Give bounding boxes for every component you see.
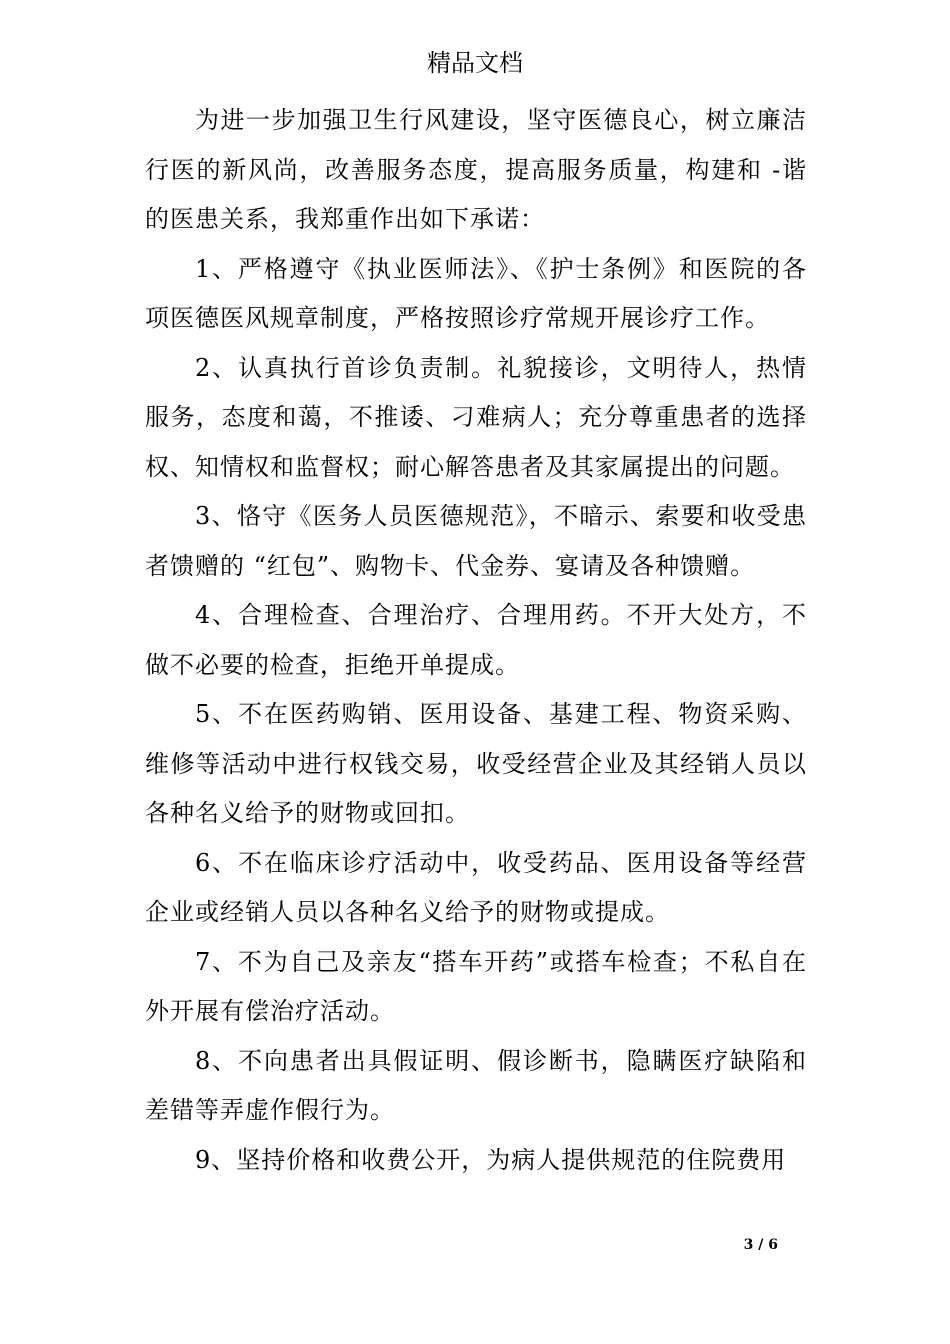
page-header-title: 精品文档 <box>427 49 523 77</box>
paragraph-item-3: 3、恪守《医务人员医德规范》，不暗示、索要和收受患者馈赠的 “红包”、购物卡、代金券、宴请及各种馈赠。 <box>145 502 807 580</box>
paragraph-item-5: 5、不在医药购销、医用设备、基建工程、物资采购、维修等活动中进行权钱交易，收受经营企业及其经销人员以各种名义给予的财物或回扣。 <box>145 700 807 827</box>
paragraph-item-1: 1、严格遵守《执业医师法》、《护士条例》和医院的各项医德医风规章制度，严格按照诊疗常规开展诊疗工作。 <box>145 254 807 332</box>
page-number: 3 / 6 <box>743 1237 778 1253</box>
document-body <box>145 96 807 1185</box>
paragraph-item-2: 2、认真执行首诊负责制。礼貌接诊，文明待人，热情服务，态度和蔼，不推诿、刁难病人；充分尊重患者的选择权、知情权和监督权；耐心解答患者及其家属提出的问题。 <box>145 353 807 481</box>
paragraph-item-8: 8、不向患者出具假证明、假诊断书，隐瞒医疗缺陷和差错等弄虚作假行为。 <box>145 1046 807 1124</box>
paragraph-item-4: 4、合理检查、合理治疗、合理用药。不开大处方，不做不必要的检查，拒绝开单提成。 <box>145 601 807 679</box>
paragraph-item-9: 9、坚持价格和收费公开，为病人提供规范的住院费用 <box>195 1145 787 1174</box>
paragraph-intro: 为进一步加强卫生行风建设，坚守医德良心，树立廉洁行医的新风尚，改善服务态度，提高服务质量，构建和 -谐的医患关系，我郑重作出如下承诺： <box>145 106 807 233</box>
paragraph-item-6: 6、不在临床诊疗活动中，收受药品、医用设备等经营企业或经销人员以各种名义给予的财物或提成。 <box>145 848 807 926</box>
paragraph-item-7: 7、不为自己及亲友“搭车开药”或搭车检查；不私自在外开展有偿治疗活动。 <box>145 947 807 1025</box>
